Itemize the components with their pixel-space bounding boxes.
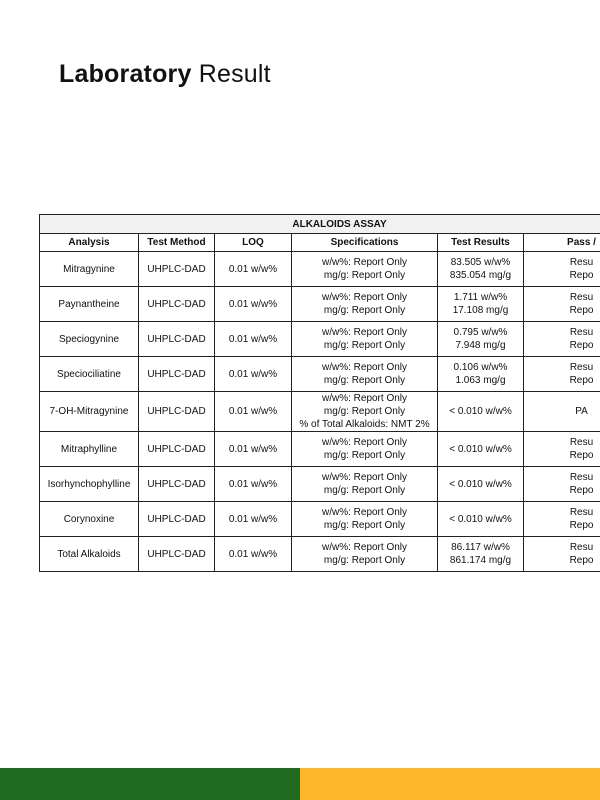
pass-cell-line: Resu (569, 472, 594, 483)
column-header: LOQ (215, 234, 292, 252)
specifications-cell (292, 432, 438, 467)
table-row (40, 322, 600, 357)
analysis-cell: Speciogynine (40, 322, 139, 357)
pass-cell-line: Resu (569, 292, 594, 303)
test-results-cell (438, 467, 524, 502)
page-title (59, 60, 271, 89)
pass-cell-line: Repo (569, 340, 594, 351)
loq-cell: 0.01 w/w% (215, 252, 292, 287)
test-results-cell (438, 537, 524, 572)
test-results-cell-line: 1.063 mg/g (455, 375, 506, 386)
pass-cell-line: Resu (569, 437, 594, 448)
specifications-cell (292, 502, 438, 537)
pass-cell (524, 392, 600, 432)
test-results-cell-line: 835.054 mg/g (449, 270, 512, 281)
pass-cell-line: Repo (569, 485, 594, 496)
pass-cell-line: Resu (569, 507, 594, 518)
analysis-cell: Isorhynchophylline (40, 467, 139, 502)
pass-cell-line: Resu (569, 542, 594, 553)
test-results-cell (438, 252, 524, 287)
loq-cell: 0.01 w/w% (215, 357, 292, 392)
specifications-cell (292, 392, 438, 432)
test-results-cell-line: 0.106 w/w% (453, 362, 508, 373)
specifications-cell-line: mg/g: Report Only (323, 270, 406, 281)
analysis-cell: Total Alkaloids (40, 537, 139, 572)
specifications-cell-line: w/w%: Report Only (321, 393, 408, 404)
test-results-cell-line: < 0.010 w/w% (449, 478, 512, 490)
test-results-cell-line: 86.117 w/w% (451, 542, 510, 553)
loq-cell: 0.01 w/w% (215, 392, 292, 432)
pass-cell-line: Repo (569, 555, 594, 566)
analysis-cell: Speciociliatine (40, 357, 139, 392)
column-header: Analysis (40, 234, 139, 252)
specifications-cell (292, 467, 438, 502)
test-results-cell (438, 502, 524, 537)
specifications-cell-line: mg/g: Report Only (323, 555, 406, 566)
column-header: Specifications (292, 234, 438, 252)
pass-cell-line: Repo (569, 520, 594, 531)
pass-cell (524, 357, 600, 392)
pass-cell (524, 537, 600, 572)
specifications-cell-line: % of Total Alkaloids: NMT 2% (299, 419, 430, 430)
pass-cell-line: Repo (569, 305, 594, 316)
pass-cell-line: Repo (569, 270, 594, 281)
test-method-cell: UHPLC-DAD (139, 467, 215, 502)
table-header-row (40, 234, 600, 252)
pass-cell (524, 502, 600, 537)
page-title-bold: Laboratory (59, 60, 192, 88)
test-results-cell (438, 322, 524, 357)
table-row (40, 357, 600, 392)
loq-cell: 0.01 w/w% (215, 432, 292, 467)
analysis-cell: Paynantheine (40, 287, 139, 322)
table-row (40, 252, 600, 287)
analysis-cell: Mitragynine (40, 252, 139, 287)
test-results-cell-line: 83.505 w/w% (450, 257, 511, 268)
test-method-cell: UHPLC-DAD (139, 537, 215, 572)
test-method-cell: UHPLC-DAD (139, 502, 215, 537)
test-method-cell: UHPLC-DAD (139, 357, 215, 392)
specifications-cell (292, 357, 438, 392)
column-header: Test Results (438, 234, 524, 252)
pass-cell (524, 432, 600, 467)
pass-cell (524, 467, 600, 502)
test-method-cell: UHPLC-DAD (139, 252, 215, 287)
loq-cell: 0.01 w/w% (215, 322, 292, 357)
test-results-cell-line: 861.174 mg/g (449, 555, 512, 566)
pass-cell-line: PA (575, 406, 588, 417)
footer-green-bar (0, 768, 300, 800)
test-method-cell: UHPLC-DAD (139, 287, 215, 322)
pass-cell-line: Repo (569, 450, 594, 461)
table-row (40, 392, 600, 432)
test-results-cell (438, 287, 524, 322)
analysis-cell: Corynoxine (40, 502, 139, 537)
specifications-cell-line: mg/g: Report Only (323, 305, 406, 316)
specifications-cell-line: mg/g: Report Only (323, 450, 406, 461)
test-results-cell (438, 357, 524, 392)
table-caption: ALKALOIDS ASSAY (40, 215, 600, 234)
loq-cell: 0.01 w/w% (215, 467, 292, 502)
specifications-cell-line: w/w%: Report Only (321, 542, 408, 553)
pass-cell-line: Resu (569, 362, 594, 373)
specifications-cell-line: w/w%: Report Only (321, 292, 408, 303)
specifications-cell (292, 252, 438, 287)
test-results-cell-line: 17.108 mg/g (452, 305, 509, 316)
analysis-cell: Mitraphylline (40, 432, 139, 467)
specifications-cell-line: w/w%: Report Only (321, 472, 408, 483)
specifications-cell-line: w/w%: Report Only (321, 507, 408, 518)
analysis-cell: 7-OH-Mitragynine (40, 392, 139, 432)
pass-cell-line: Resu (569, 257, 594, 268)
specifications-cell-line: w/w%: Report Only (321, 257, 408, 268)
test-results-cell-line: < 0.010 w/w% (449, 443, 512, 455)
column-header: Pass / (524, 234, 600, 252)
test-method-cell: UHPLC-DAD (139, 392, 215, 432)
pass-cell (524, 322, 600, 357)
specifications-cell-line: w/w%: Report Only (321, 437, 408, 448)
test-results-cell-line: < 0.010 w/w% (449, 406, 512, 417)
table-row (40, 287, 600, 322)
test-results-cell (438, 392, 524, 432)
specifications-cell-line: mg/g: Report Only (323, 520, 406, 531)
alkaloids-assay-table (39, 214, 600, 572)
table-row (40, 432, 600, 467)
table-row (40, 502, 600, 537)
pass-cell-line: Resu (569, 327, 594, 338)
specifications-cell-line: mg/g: Report Only (323, 375, 406, 386)
specifications-cell-line: mg/g: Report Only (323, 485, 406, 496)
specifications-cell (292, 537, 438, 572)
alkaloids-assay-table-wrapper (39, 214, 600, 586)
footer-yellow-bar (300, 768, 600, 800)
specifications-cell-line: w/w%: Report Only (321, 327, 408, 338)
column-header: Test Method (139, 234, 215, 252)
loq-cell: 0.01 w/w% (215, 537, 292, 572)
specifications-cell-line: w/w%: Report Only (321, 362, 408, 373)
test-results-cell-line: < 0.010 w/w% (449, 513, 512, 525)
pass-cell (524, 287, 600, 322)
test-results-cell-line: 7.948 mg/g (455, 340, 506, 351)
pass-cell-line: Repo (569, 375, 594, 386)
test-results-cell-line: 0.795 w/w% (453, 327, 508, 338)
table-body (40, 252, 600, 572)
pass-cell (524, 252, 600, 287)
test-results-cell (438, 432, 524, 467)
loq-cell: 0.01 w/w% (215, 287, 292, 322)
test-method-cell: UHPLC-DAD (139, 432, 215, 467)
page-title-regular: Result (198, 60, 271, 88)
table-row (40, 537, 600, 572)
test-results-cell-line: 1.711 w/w% (453, 292, 508, 303)
table-row (40, 467, 600, 502)
specifications-cell-line: mg/g: Report Only (323, 340, 406, 351)
loq-cell: 0.01 w/w% (215, 502, 292, 537)
specifications-cell (292, 287, 438, 322)
test-method-cell: UHPLC-DAD (139, 322, 215, 357)
specifications-cell (292, 322, 438, 357)
specifications-cell-line: mg/g: Report Only (323, 406, 406, 417)
